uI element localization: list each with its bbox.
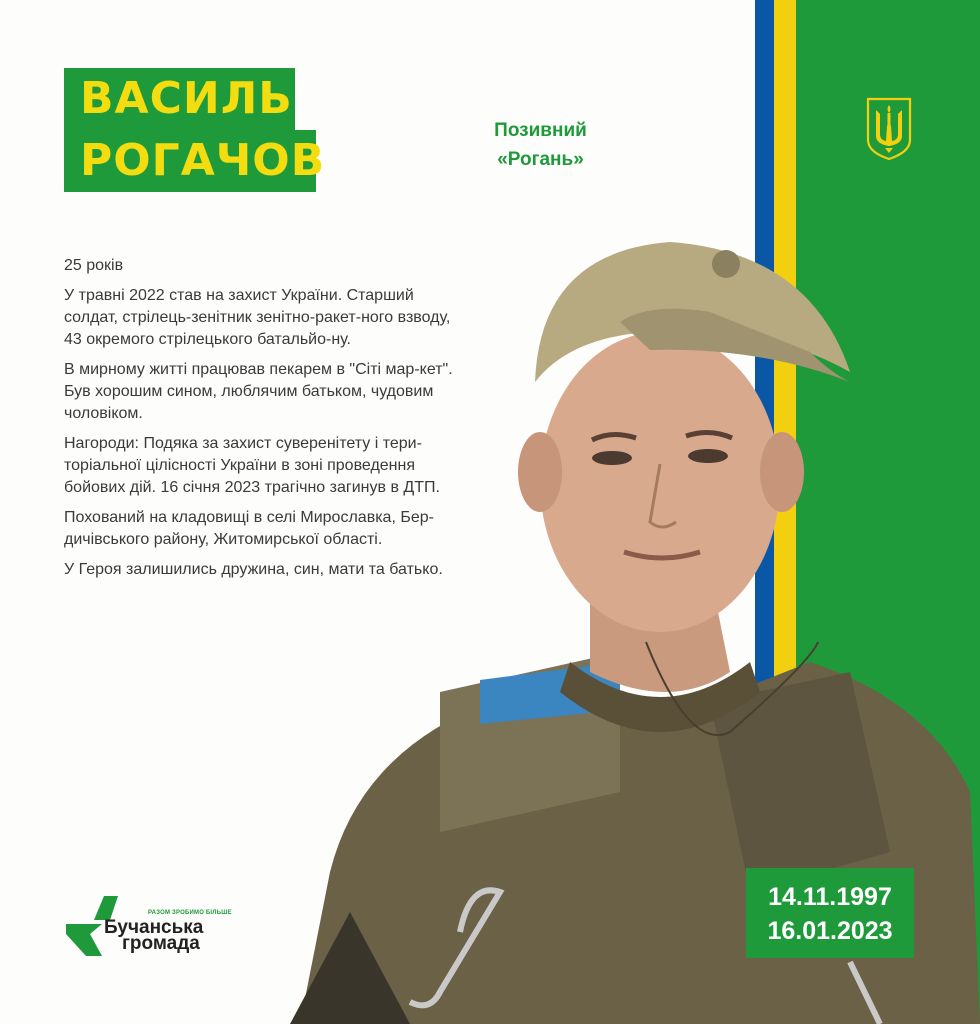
- callsign-block: [478, 116, 603, 174]
- life-dates-badge: [746, 868, 914, 958]
- bio-awards: Нагороди: Подяка за захист суверенітету і тери-торіальної цілісності України в зоні проведення бойових дій. 16 січня 2023 трагічно загинув в ДТП.: [64, 435, 440, 496]
- hero-first-name: ВАСИЛЬ: [64, 68, 295, 130]
- bio-service: У травні 2022 став на захист України. Старший солдат, стрілець-зенітник зенітно-ракет-ного взводу, 43 окремого стрілецького батальйо-ну.: [64, 287, 451, 348]
- hero-last-name: РОГАЧОВ: [64, 130, 316, 192]
- callsign-label: Позивний: [494, 120, 587, 141]
- logo-name-line-1: Бучанська: [104, 917, 204, 938]
- hero-name-block: [64, 68, 326, 192]
- logo-name-line-2: громада: [122, 933, 200, 954]
- bucha-community-logo: [64, 890, 264, 960]
- bio-burial: Похований на кладовищі в селі Мирославка, Бер-дичівського району, Житомирської області.: [64, 509, 434, 548]
- trident-coat-of-arms-icon: [865, 96, 913, 162]
- bio-age: 25 років: [64, 257, 124, 274]
- birth-date: 14.11.1997: [768, 883, 892, 911]
- logo-slogan: РАЗОМ ЗРОБИМО БІЛЬШЕ: [148, 910, 232, 916]
- callsign-value: «Рогань»: [497, 149, 584, 170]
- bio-civil-life: В мирному житті працював пекарем в "Сіті мар-кет". Був хорошим сином, люблячим батьком, чудовим чоловіком.: [64, 361, 453, 422]
- bio-family: У Героя залишились дружина, син, мати та батько.: [64, 561, 443, 578]
- death-date: 16.01.2023: [767, 917, 893, 945]
